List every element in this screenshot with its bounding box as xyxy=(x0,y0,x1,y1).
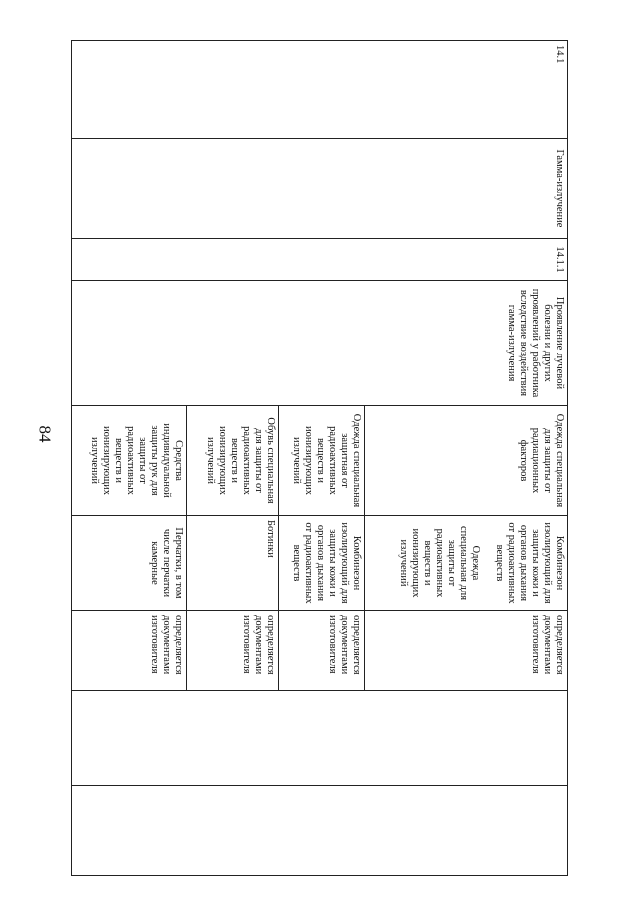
cell-norm: определяется документами изготовителя xyxy=(365,611,568,691)
cell-subcode: 14.1.1 xyxy=(72,239,568,281)
ppe-table-rotated xyxy=(72,40,568,875)
cell-hazard: Проявление лучевой болезни и других проявлений у работника вследствие воздействия гамма-излучения xyxy=(72,281,568,406)
cell-norm: определяется документами изготовителя xyxy=(72,611,187,691)
cell-product xyxy=(279,516,365,611)
product-text: Комбинезон изолирующий для защиты кожи и органов дыхания от радиоактивных веществ xyxy=(291,522,362,604)
product-text: Ботинки xyxy=(265,520,276,558)
page-number: 84 xyxy=(35,425,55,443)
cell-product xyxy=(187,516,279,611)
ppe-table xyxy=(71,40,568,876)
cell-category: Одежда специальная защитная от радиоактивных веществ и ионизирующих излучений xyxy=(279,406,365,516)
cell-code: 14.1 xyxy=(72,41,568,139)
cell-product xyxy=(365,516,568,611)
cell-factor: Гамма-излучение xyxy=(72,139,568,239)
product-text: Одежда специальная для защиты от радиоактивных веществ и ионизирующих излучений xyxy=(398,525,481,601)
cell-norm: определяется документами изготовителя xyxy=(187,611,279,691)
cell-category: Одежда специальная для защиты от радиационных факторов xyxy=(365,406,568,516)
cell-empty xyxy=(72,786,568,876)
product-text: Комбинезон изолирующий для защиты кожи и органов дыхания от радиоактивных веществ xyxy=(494,522,565,604)
cell-empty xyxy=(72,691,568,786)
cell-category: Обувь специальная для защиты от радиоактивных веществ и ионизирующих излучений xyxy=(187,406,279,516)
cell-norm: определяется документами изготовителя xyxy=(279,611,365,691)
product-text: Перчатки, в том числе перчатки камерные xyxy=(149,527,184,599)
cell-product xyxy=(72,516,187,611)
cell-category: Средства индивидуальной защиты рук для защиты от радиоактивных веществ и ионизирующих излучений xyxy=(72,406,187,516)
